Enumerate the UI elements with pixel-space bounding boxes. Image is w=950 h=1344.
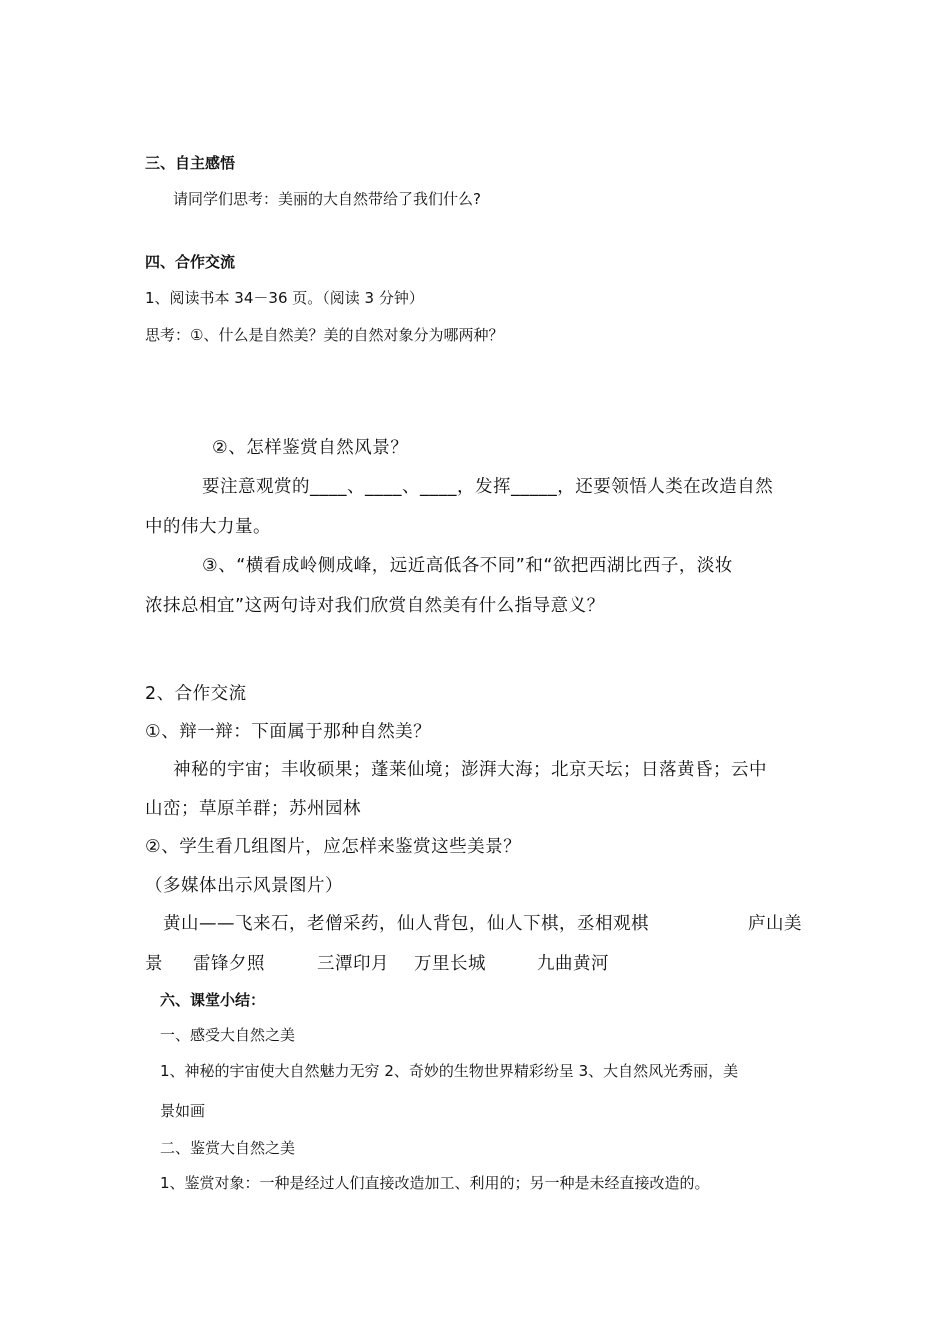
question-1: 思考：①、什么是自然美？美的自然对象分为哪两种？ bbox=[145, 326, 504, 344]
section3-prompt: 请同学们思考：美丽的大自然带给了我们什么? bbox=[173, 190, 481, 208]
summary-sub1: 一、感受大自然之美 bbox=[160, 1026, 296, 1044]
question-2-fill-line2: 中的伟大力量。 bbox=[145, 517, 271, 537]
question-2: ②、怎样鉴赏自然风景？ bbox=[212, 438, 409, 458]
pictures-question: ②、学生看几组图片，应怎样来鉴赏这些美景？ bbox=[145, 837, 522, 857]
debate-list-line2: 山峦；草原羊群；苏州园林 bbox=[145, 799, 361, 819]
question-3-line1: ③、“横看成岭侧成峰，远近高低各不同”和“欲把西湖比西子，淡妆 bbox=[202, 556, 733, 576]
scenery-line1: 黄山——飞来石，老僧采药，仙人背包，仙人下棋，丞相观棋 bbox=[163, 914, 649, 934]
scenery-line2-start: 景 bbox=[145, 954, 163, 974]
question-2-fill-line1: 要注意观赏的____、____、____，发挥_____，还要领悟人类在改造自然 bbox=[202, 477, 774, 497]
summary-sub1-line1: 1、神秘的宇宙使大自然魅力无穷 2、奇妙的生物世界精彩纷呈 3、大自然风光秀丽，美 bbox=[160, 1062, 739, 1080]
debate-question: ①、辩一辩：下面属于那种自然美？ bbox=[145, 722, 432, 742]
section4-heading: 四、合作交流 bbox=[145, 253, 236, 271]
cooperation-item: 2、合作交流 bbox=[145, 684, 247, 704]
section3-heading: 三、自主感悟 bbox=[145, 154, 236, 172]
section6-heading: 六、课堂小结： bbox=[160, 991, 266, 1009]
summary-sub1-line2: 景如画 bbox=[160, 1102, 206, 1120]
debate-list-line1: 神秘的宇宙；丰收硕果；蓬莱仙境；澎湃大海；北京天坛；日落黄昏；云中 bbox=[173, 760, 767, 780]
reading-item: 1、阅读书本 34－36 页。（阅读 3 分钟） bbox=[145, 289, 424, 307]
summary-sub2: 二、鉴赏大自然之美 bbox=[160, 1139, 296, 1157]
scenery-santan: 三潭印月 bbox=[317, 954, 389, 974]
scenery-line1-tail: 庐山美 bbox=[748, 914, 802, 934]
media-note: （多媒体出示风景图片） bbox=[145, 876, 343, 896]
question-3-line2: 浓抹总相宜”这两句诗对我们欣赏自然美有什么指导意义？ bbox=[145, 596, 605, 616]
summary-sub2-text: 1、鉴赏对象：一种是经过人们直接改造加工、利用的；另一种是未经直接改造的。 bbox=[160, 1174, 710, 1192]
scenery-greatwall: 万里长城 bbox=[414, 954, 486, 974]
scenery-yellowriver: 九曲黄河 bbox=[537, 954, 609, 974]
scenery-leifeng: 雷锋夕照 bbox=[193, 954, 265, 974]
